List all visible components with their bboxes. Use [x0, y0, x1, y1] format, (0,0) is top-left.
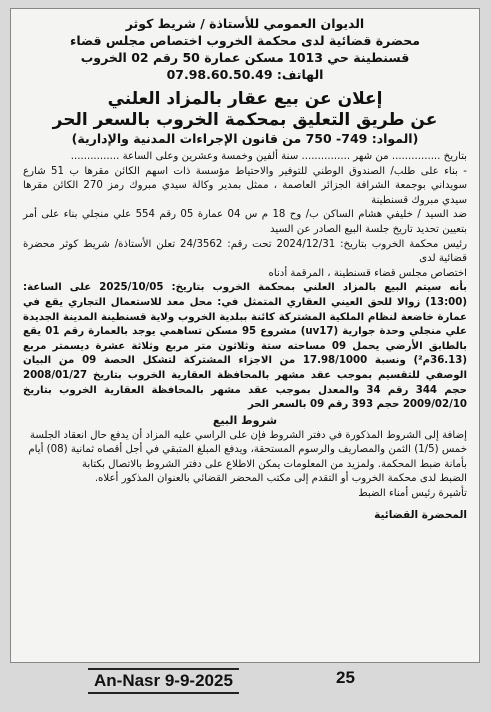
notice-body [23, 150, 467, 522]
condition-item: بأمانة ضبط المحكمة. ولمزيد من المعلومات يمكن الاطلاع على دفتر الشروط بالاتصال بكتابة [81, 458, 467, 470]
signature: المحضرة القضائية [374, 508, 467, 521]
notice-subtitle: عن طريق التعليق بمحكمة الخروب بالسعر الحر [52, 110, 438, 130]
newspaper-date: An-Nasr 9-9-2025 [88, 668, 239, 694]
body-paragraph: ضد السيد / خليفي هشام الساكن ب/ وح 18 م س 04 عمارة 05 رقم 554 علي منجلي بناء على أمر بتعيين تحديد تاريخ جلسة البيع الصادر عن السيد [23, 209, 467, 235]
notice-title: إعلان عن بيع عقار بالمزاد العلني [107, 89, 383, 109]
condition-item: تأشيرة رئيس أمناء الضبط [358, 488, 467, 500]
page-number: 25 [336, 668, 355, 687]
page-footer [10, 666, 480, 696]
office-title: محضرة قضائية لدى محكمة الخروب اختصاص مجلس قضاء [69, 33, 421, 48]
condition-item: الضبط لدى محكمة الخروب أو التقدم إلى مكتب المحضر القضائي بالعنوان المذكور أعلاه. [94, 473, 467, 485]
conditions-title: شروط البيع [212, 413, 278, 427]
office-phone: الهاتف: 07.98.60.50.49 [166, 67, 324, 82]
condition-item: إضافة إلى الشروط المذكورة في دفتر الشروط فإن على الراسي عليه المزاد أن يدفع حال انعقاد الجلسة [29, 429, 467, 441]
body-paragraph: رئيس محكمة الخروب بتاريخ: 2024/12/31 تحت رقم: 24/3562 تعلن الأستاذة/ شريط كوثر محضرة قضائية لدى [23, 238, 467, 265]
notice-header [23, 15, 467, 83]
body-paragraph: بأنه سيتم البيع بالمزاد العلني بمحكمة الخروب بتاريخ: 2025/10/05 على الساعة: (13:00) زوالا للحق العيني العقاري المتمثل في: محل معد للاستعمال التجاري يقع في عمارة خاضعة لنظام الملكية المشتركة كائنة ببلدية الخروب ولاية قسنطينة المدينة الجديدة علي منجلي وحدة جوارية (uv17) مشروع 95 مسكن تساهمي يوجد بالعمارة رقم 01 يقع بالطابق الأرضي يحمل 09 مساحته ستة وثلاثون متر مربع وثلاثة عشرة ديسمتر مربع (36.13م²) ونسبة 17.98/1000 من الاجزاء المشتركة لتشكل الحصة 09 من البيان الوصفي للتقسيم بموجب عقد مشهر بالمحافظة العقارية الخروب بتاريخ 2008/01/27 حجم 344 رقم 34 والمعدل بموجب عقد مشهر بالمحافظة العقارية الخروب بتاريخ 2009/02/10 حجم 393 رقم 09 بالسعر الحر [23, 282, 467, 411]
legal-articles: (المواد: 749- 750 من قانون الإجراءات المدنية والإدارية) [71, 131, 419, 146]
legal-notice [10, 8, 480, 663]
body-paragraph: اختصاص مجلس قضاء قسنطينة ، المرقمة أدناه [268, 267, 467, 279]
condition-item: خمس (1/5) الثمن والمصاريف والرسوم المستحقة، ويدفع المبلغ المتبقي في أجل أقصاه ثمانية (08) أيام [28, 444, 467, 456]
office-address: قسنطينة حي 1013 مسكن عمارة 50 رقم 02 الخروب [80, 50, 410, 65]
body-paragraph: بتاريخ ............... من شهر ............... سنة ألفين وخمسة وعشرين وعلى الساعة ............... [70, 151, 467, 162]
office-name: الديوان العمومي للأستاذة / شريط كوثر [125, 16, 365, 31]
body-paragraph: - بناء على طلب/ الصندوق الوطني للتوفير والاحتياط مؤسسة ذات اسهم الكائن مقرها ب 51 شارع سويداني بوجمعة الشرافة الجزائر العاصمة ، ممثل بمدير وكالة سيدي مبروك رمز 270 الكائن مقرها سيدي مبروك قسنطينة [23, 165, 467, 206]
